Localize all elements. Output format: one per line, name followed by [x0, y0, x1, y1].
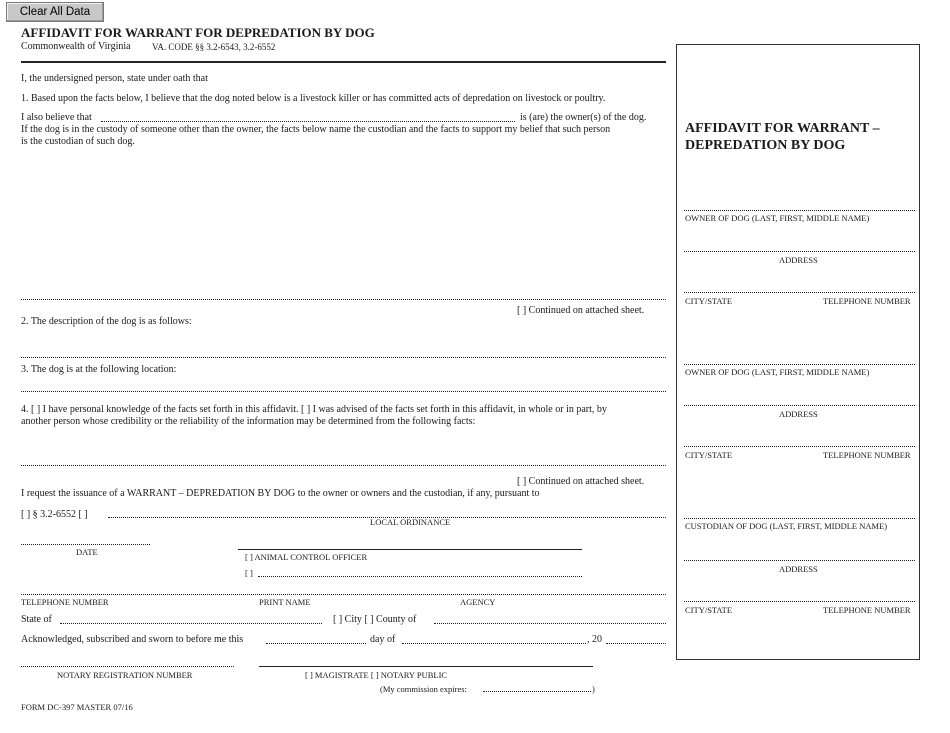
- owner-names-field[interactable]: [101, 121, 515, 122]
- owner1-name-label: OWNER OF DOG (LAST, FIRST, MIDDLE NAME): [685, 213, 870, 223]
- cover-title: [685, 120, 880, 154]
- local-ordinance-label: LOCAL ORDINANCE: [370, 517, 451, 527]
- signature-line[interactable]: [238, 549, 582, 550]
- paragraph-3: 3. The dog is at the following location:: [21, 364, 177, 375]
- intro-text: I, the undersigned person, state under oath that: [21, 73, 208, 84]
- request-text: I request the issuance of a WARRANT – DEPREDATION BY DOG to the owner or owners and the custodian, if any, pursuant to: [21, 488, 540, 499]
- owner2-name-label: OWNER OF DOG (LAST, FIRST, MIDDLE NAME): [685, 367, 870, 377]
- paragraph-4-line-2: another person whose credibility or the reliability of the information may be determined from the following facts:: [21, 416, 476, 427]
- owner2-phone-label: TELEPHONE NUMBER: [823, 450, 911, 460]
- acknowledged-text: Acknowledged, subscribed and sworn to before me this: [21, 634, 244, 645]
- owner1-city-phone-field[interactable]: [684, 292, 915, 293]
- day-of-label: day of: [370, 634, 396, 645]
- facts-field[interactable]: [21, 465, 666, 466]
- print-name-label: PRINT NAME: [259, 597, 311, 607]
- custodian-city-phone-field[interactable]: [684, 601, 915, 602]
- notary-registration-field[interactable]: [21, 666, 234, 667]
- also-believe-label: I also believe that: [21, 112, 92, 123]
- commonwealth-label: Commonwealth of Virginia: [21, 41, 131, 52]
- form-number: FORM DC-397 MASTER 07/16: [21, 702, 133, 712]
- agency-label: AGENCY: [460, 597, 496, 607]
- city-county-checkboxes[interactable]: [ ] City [ ] County of: [333, 614, 417, 625]
- commission-expires-label: (My commission expires:: [380, 684, 467, 694]
- cover-title-line-1: AFFIDAVIT FOR WARRANT –: [685, 121, 880, 136]
- custodian-name-label: CUSTODIAN OF DOG (LAST, FIRST, MIDDLE NAME): [685, 521, 888, 531]
- paragraph-1: 1. Based upon the facts below, I believe that the dog noted below is a livestock killer or has committed acts of depredation on livestock or poultry.: [21, 93, 606, 104]
- custodian-phone-label: TELEPHONE NUMBER: [823, 605, 911, 615]
- dog-location-field[interactable]: [21, 391, 666, 392]
- date-label: DATE: [76, 547, 98, 557]
- other-title-field[interactable]: [258, 576, 582, 577]
- owner1-name-field[interactable]: [684, 210, 915, 211]
- commission-close-paren: ): [592, 684, 595, 694]
- magistrate-notary-checkboxes[interactable]: [ ] MAGISTRATE [ ] NOTARY PUBLIC: [305, 670, 448, 680]
- state-field[interactable]: [60, 623, 322, 624]
- custodian-city-label: CITY/STATE: [685, 605, 733, 615]
- other-title-checkbox[interactable]: [ ]: [245, 568, 253, 578]
- owner2-name-field[interactable]: [684, 364, 915, 365]
- telephone-name-agency-field[interactable]: [21, 594, 666, 595]
- custodian-facts-area[interactable]: [21, 150, 666, 296]
- year-field[interactable]: [606, 643, 666, 644]
- code-options[interactable]: [ ] § 3.2-6552 [ ]: [21, 509, 88, 520]
- commission-expires-field[interactable]: [483, 691, 591, 692]
- date-field[interactable]: [21, 544, 150, 545]
- owner1-phone-label: TELEPHONE NUMBER: [823, 296, 911, 306]
- city-county-field[interactable]: [434, 623, 666, 624]
- owner2-city-label: CITY/STATE: [685, 450, 733, 460]
- continued-checkbox-1[interactable]: [ ] Continued on attached sheet.: [517, 305, 645, 316]
- owner1-city-label: CITY/STATE: [685, 296, 733, 306]
- telephone-label: TELEPHONE NUMBER: [21, 597, 109, 607]
- owner2-city-phone-field[interactable]: [684, 446, 915, 447]
- owner1-address-label: ADDRESS: [779, 255, 818, 265]
- paragraph-2: 2. The description of the dog is as follows:: [21, 316, 192, 327]
- animal-control-officer-checkbox[interactable]: [ ] ANIMAL CONTROL OFFICER: [245, 552, 368, 562]
- owner2-address-label: ADDRESS: [779, 409, 818, 419]
- form-title: AFFIDAVIT FOR WARRANT FOR DEPREDATION BY DOG: [21, 25, 375, 40]
- notary-registration-label: NOTARY REGISTRATION NUMBER: [57, 670, 193, 680]
- year-prefix-label: , 20: [587, 634, 602, 645]
- header-rule: [21, 61, 666, 63]
- owners-of-dog-label: is (are) the owner(s) of the dog.: [520, 112, 647, 123]
- custodian-address-label: ADDRESS: [779, 564, 818, 574]
- officer-signature-line[interactable]: [259, 666, 593, 667]
- custodian-name-field[interactable]: [684, 518, 915, 519]
- owner2-address-field[interactable]: [684, 405, 915, 406]
- owner1-address-field[interactable]: [684, 251, 915, 252]
- month-field[interactable]: [402, 643, 586, 644]
- dog-description-field[interactable]: [21, 357, 666, 358]
- custody-text-line-2: is the custodian of such dog.: [21, 136, 135, 147]
- cover-title-line-2: DEPREDATION BY DOG: [685, 138, 846, 153]
- custody-text-line-1: If the dog is in the custody of someone other than the owner, the facts below name the custodian and the facts to support my belief that such person: [21, 124, 611, 135]
- continued-checkbox-2[interactable]: [ ] Continued on attached sheet.: [517, 476, 645, 487]
- day-field[interactable]: [266, 643, 366, 644]
- custodian-address-field[interactable]: [684, 560, 915, 561]
- va-code-label: VA. CODE §§ 3.2-6543, 3.2-6552: [152, 42, 276, 52]
- custodian-facts-line: [21, 299, 666, 300]
- paragraph-4-line-1[interactable]: 4. [ ] I have personal knowledge of the facts set forth in this affidavit. [ ] I was advised of the facts set forth in this affidavit, in whole or in part, by: [21, 404, 607, 415]
- state-of-label: State of: [21, 614, 52, 625]
- clear-all-data-button[interactable]: Clear All Data: [6, 2, 104, 22]
